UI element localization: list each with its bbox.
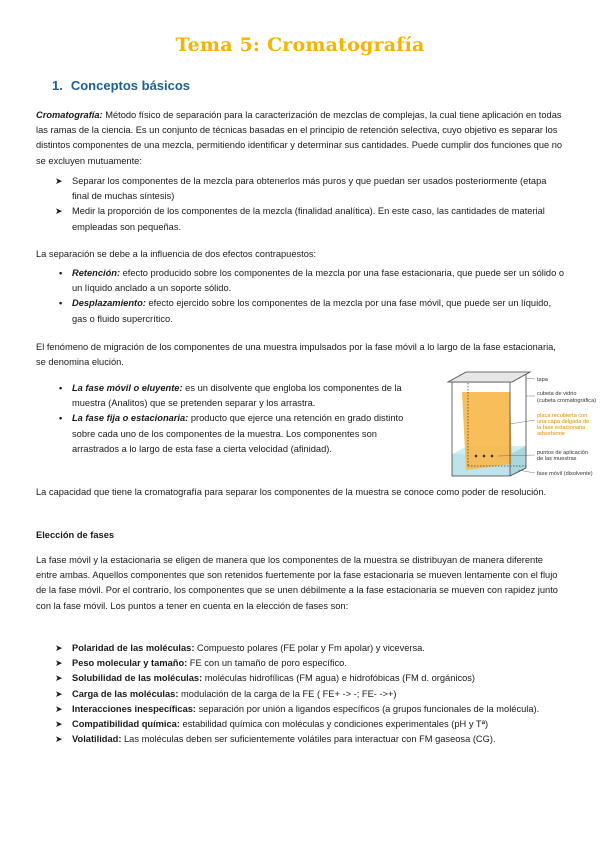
dot-bullet-icon: • bbox=[59, 268, 63, 278]
intro-text: Método físico de separación para la caracterización de mezclas de complejas, la cual tiene aplicación en todas las ramas de la ciencia. Es un conjunto de técnicas basadas en el principio de retención selectiva, cuyo objetivo es separar los distintos componentes de una mezcla, permitiendo identificar y determinar sus cantidades. Puede cumplir dos funciones que no se excluyen mutuamente: bbox=[36, 110, 563, 166]
dot-bullet-icon: • bbox=[59, 383, 63, 393]
elution-paragraph: El fenómeno de migración de los componentes de una muestra impulsados por la fase móvil a lo largo de la fase estacionaria, se denomina elución. bbox=[36, 342, 556, 368]
functions-list bbox=[36, 174, 566, 235]
arrow-bullet-icon: ➤ bbox=[55, 688, 63, 699]
resolution-paragraph: La capacidad que tiene la cromatografía para separar los componentes de la muestra se conoce como poder de resolución. bbox=[36, 487, 547, 497]
chamber-lid bbox=[448, 372, 530, 382]
svg-text:adsorbente: adsorbente bbox=[537, 431, 565, 437]
arrow-bullet-icon: ➤ bbox=[55, 206, 63, 217]
intro-paragraph bbox=[36, 108, 566, 169]
phases-list bbox=[36, 381, 421, 457]
chromatography-figure bbox=[440, 362, 597, 484]
list-item: • Retención: efecto producido sobre los componentes de la mezcla por una fase estacionaria, que puede ser un sólido o un líquido anclado a un soporte sólido. bbox=[59, 268, 564, 294]
criteria-list bbox=[36, 641, 566, 747]
separation-intro: La separación se debe a la influencia de dos efectos contrapuestos: bbox=[36, 249, 317, 259]
svg-text:cubeta de vidrio: cubeta de vidrio bbox=[537, 391, 577, 397]
list-item: ➤ Carga de las moléculas: modulación de la carga de la FE ( FE+ -> -; FE- ->+) bbox=[36, 687, 566, 702]
svg-text:puntos de aplicación: puntos de aplicación bbox=[537, 450, 589, 456]
section-number: 1. bbox=[52, 78, 63, 93]
svg-text:(cubeta cromatográfica): (cubeta cromatográfica) bbox=[537, 398, 597, 404]
arrow-bullet-icon: ➤ bbox=[55, 734, 63, 745]
svg-text:tapa: tapa bbox=[537, 377, 548, 383]
svg-text:fase móvil (disolvente): fase móvil (disolvente) bbox=[537, 471, 593, 477]
svg-text:la fase estacionaria: la fase estacionaria bbox=[537, 425, 586, 431]
arrow-bullet-icon: ➤ bbox=[55, 719, 63, 730]
dot-bullet-icon: • bbox=[59, 413, 63, 424]
effects-list bbox=[36, 266, 566, 327]
section-label: Conceptos básicos bbox=[70, 78, 191, 93]
arrow-bullet-icon: ➤ bbox=[55, 673, 63, 684]
list-item: ➤ Interacciones inespecíficas: separación por unión a ligandos específicos (a grupos funcionales de la molécula). bbox=[36, 702, 566, 717]
list-item: ➤ Compatibilidad química: estabilidad química con moléculas y condiciones experimentales (pH y Tª) bbox=[36, 717, 566, 732]
list-item: ➤ Volatilidad: Las moléculas deben ser suficientemente volátiles para interactuar con FM gaseosa (CG). bbox=[36, 732, 566, 747]
list-item: • Desplazamiento: efecto ejercido sobre los componentes de la mezcla por una fase móvil, que puede ser un líquido, gas o fluido supercrítico. bbox=[59, 298, 552, 324]
phase-choice-paragraph: La fase móvil y la estacionaria se eligen de manera que los componentes de la muestra se distribuyan de manera diferente entre ambas. Aquellos componentes que son retenidos fuertemente por la fase estacionaria se mueven lentamente con el flujo de la fase móvil. Por el contrario, los componentes que se unen débilmente a la fase estacionaria se mueven con rapidez junto con la fase móvil. Los puntos a tener en cuenta en la elección de fases son: bbox=[36, 555, 558, 611]
sample-dot bbox=[483, 455, 486, 458]
arrow-bullet-icon: ➤ bbox=[55, 643, 63, 653]
svg-text:placa recubierta con: placa recubierta con bbox=[537, 413, 588, 419]
svg-text:una capa delgada de: una capa delgada de bbox=[537, 419, 590, 425]
intro-term: Cromatografía: bbox=[36, 110, 103, 120]
arrow-bullet-icon: ➤ bbox=[55, 703, 63, 714]
page-title: Tema 5: Cromatografía bbox=[175, 34, 425, 56]
svg-text:de las muestras: de las muestras bbox=[537, 456, 577, 462]
list-item: • La fase fija o estacionaria: producto que ejerce una retención en grado distinto sobre cada uno de los componentes de la muestra. Los componentes son arrastrados a lo largo de esta fase a cierta velocidad (afinidad). bbox=[59, 413, 404, 454]
list-item: ➤ Medir la proporción de los componentes de la mezcla (finalidad analítica). En este caso, las cantidades de material empleadas son pequeñas. bbox=[55, 206, 545, 232]
list-item: ➤ Polaridad de las moléculas: Compuesto polares (FE polar y Fm apolar) y viceversa. bbox=[36, 641, 566, 656]
list-item: ➤ Peso molecular y tamaño: FE con un tamaño de poro específico. bbox=[36, 656, 566, 671]
list-item: ➤ Solubilidad de las moléculas: moléculas hidrofílicas (FM agua) e hidrofóbicas (FM d. orgánicos) bbox=[36, 671, 566, 686]
arrow-bullet-icon: ➤ bbox=[55, 658, 63, 669]
list-item: • La fase móvil o eluyente: es un disolvente que engloba los componentes de la muestra (Analitos) que se pretenden separar y los arrastra. bbox=[59, 383, 402, 409]
list-item: ➤ Separar los componentes de la mezcla para obtenerlos más puros y que puedan ser usados posteriormente (etapa final de muchas síntesis) bbox=[55, 176, 547, 202]
stationary-plate bbox=[462, 392, 512, 470]
section-heading-conceptos bbox=[52, 78, 190, 93]
arrow-bullet-icon: ➤ bbox=[55, 176, 63, 186]
dot-bullet-icon: • bbox=[59, 298, 63, 309]
chromatography-chamber-illustration bbox=[440, 362, 597, 484]
sample-dot bbox=[491, 455, 494, 458]
phase-choice-heading: Elección de fases bbox=[36, 530, 115, 540]
sample-dot bbox=[475, 455, 478, 458]
